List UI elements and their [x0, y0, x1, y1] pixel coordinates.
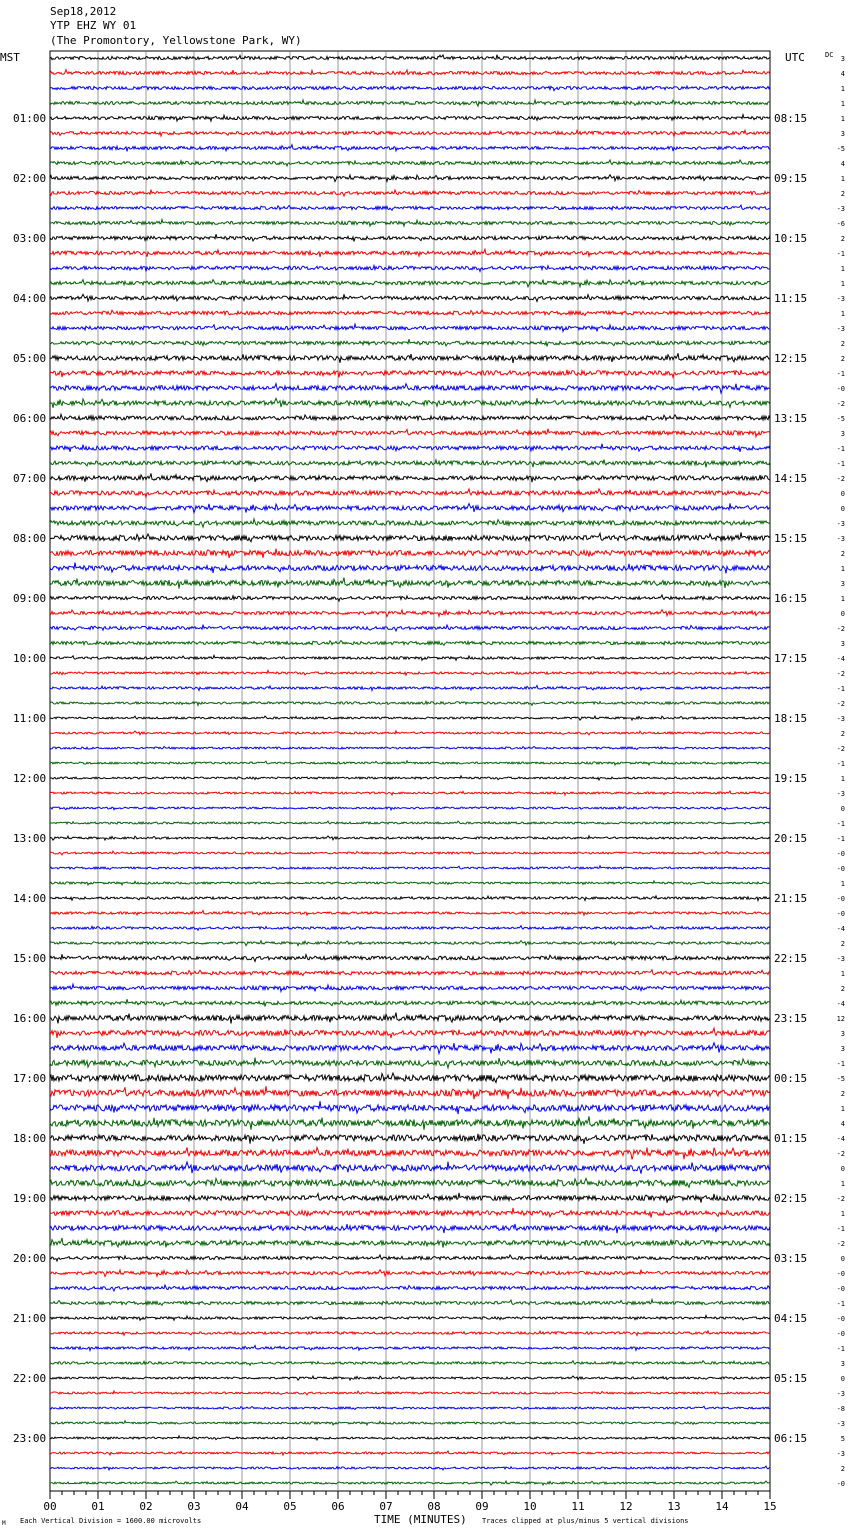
- dc-offset-value: -1: [836, 445, 845, 453]
- dc-offset-value: -3: [836, 295, 845, 303]
- right-hour-label: 15:15: [774, 532, 808, 545]
- xaxis-tick-label: 01: [91, 1500, 105, 1513]
- dc-offset-value: -4: [836, 925, 845, 933]
- right-hour-label: 21:15: [774, 892, 808, 905]
- left-hour-label: 08:00: [13, 532, 47, 545]
- right-hour-label: 09:15: [774, 172, 808, 185]
- dc-offset-value: -2: [836, 400, 845, 408]
- dc-offset-value: -1: [836, 835, 845, 843]
- xaxis-tick-label: 05: [283, 1500, 297, 1513]
- dc-offset-value: 3: [840, 580, 845, 588]
- station-location: (The Promontory, Yellowstone Park, WY): [50, 34, 302, 47]
- dc-offset-value: 4: [840, 160, 845, 168]
- dc-offset-value: -3: [836, 955, 845, 963]
- dc-offset-value: -0: [836, 1480, 845, 1488]
- right-hour-label: 18:15: [774, 712, 808, 725]
- right-hour-label: 05:15: [774, 1372, 808, 1385]
- left-hour-label: 22:00: [13, 1372, 47, 1385]
- left-hour-label: 17:00: [13, 1072, 47, 1085]
- dc-offset-value: -3: [836, 205, 845, 213]
- xaxis-tick-label: 03: [187, 1500, 201, 1513]
- right-hour-label: 16:15: [774, 592, 808, 605]
- dc-offset-value: -0: [836, 385, 845, 393]
- xaxis-tick-label: 09: [475, 1500, 489, 1513]
- dc-offset-value: -3: [836, 535, 845, 543]
- right-timezone-label: UTC: [785, 51, 805, 64]
- dc-offset-value: 1: [840, 265, 845, 273]
- dc-offset-value: -1: [836, 1225, 845, 1233]
- dc-offset-value: 3: [840, 130, 845, 138]
- left-hour-label: 16:00: [13, 1012, 47, 1025]
- left-hour-label: 06:00: [13, 412, 47, 425]
- xaxis-tick-label: 04: [235, 1500, 249, 1513]
- dc-offset-value: 1: [840, 1210, 845, 1218]
- left-hour-label: 02:00: [13, 172, 47, 185]
- dc-offset-value: 2: [840, 940, 845, 948]
- right-hour-label: 10:15: [774, 232, 808, 245]
- xaxis-tick-label: 14: [715, 1500, 729, 1513]
- left-hour-label: 12:00: [13, 772, 47, 785]
- dc-offset-value: 12: [836, 1015, 845, 1023]
- dc-offset-value: -0: [836, 910, 845, 918]
- dc-offset-value: 1: [840, 100, 845, 108]
- left-hour-label: 03:00: [13, 232, 47, 245]
- dc-offset-value: 1: [840, 115, 845, 123]
- right-hour-label: 00:15: [774, 1072, 808, 1085]
- clip-note: Traces clipped at plus/minus 5 vertical divisions: [482, 1517, 689, 1525]
- scale-note: Each Vertical Division = 1600.00 microvolts: [20, 1517, 202, 1525]
- dc-offset-value: -0: [836, 1330, 845, 1338]
- dc-offset-value: -1: [836, 460, 845, 468]
- dc-offset-value: -3: [836, 790, 845, 798]
- dc-offset-value: -3: [836, 1390, 845, 1398]
- dc-offset-value: -1: [836, 250, 845, 258]
- xaxis-tick-label: 10: [523, 1500, 537, 1513]
- time-axis: [43, 1491, 776, 1513]
- dc-offset-value: -2: [836, 1240, 845, 1248]
- left-hour-label: 07:00: [13, 472, 47, 485]
- dc-offset-value: 3: [840, 1045, 845, 1053]
- xaxis-title: TIME (MINUTES): [374, 1513, 467, 1526]
- dc-offset-value: 2: [840, 355, 845, 363]
- dc-offset-value: 3: [840, 1030, 845, 1038]
- dc-offset-value: -5: [836, 145, 845, 153]
- left-hour-label: 13:00: [13, 832, 47, 845]
- xaxis-tick-label: 08: [427, 1500, 441, 1513]
- xaxis-tick-label: 02: [139, 1500, 153, 1513]
- left-hour-label: 05:00: [13, 352, 47, 365]
- dc-offset-value: -1: [836, 1345, 845, 1353]
- right-hour-label: 22:15: [774, 952, 808, 965]
- dc-offset-value: -2: [836, 700, 845, 708]
- dc-offset-value: -5: [836, 415, 845, 423]
- dc-offset-value: -2: [836, 745, 845, 753]
- dc-offset-value: -4: [836, 1135, 845, 1143]
- right-hour-label: 01:15: [774, 1132, 808, 1145]
- xaxis-tick-label: 11: [571, 1500, 585, 1513]
- xaxis-tick-label: 12: [619, 1500, 633, 1513]
- left-hour-label: 21:00: [13, 1312, 47, 1325]
- dc-offset-value: -4: [836, 1000, 845, 1008]
- dc-offset-value: -2: [836, 1150, 845, 1158]
- right-hour-label: 14:15: [774, 472, 808, 485]
- dc-offset-value: -0: [836, 850, 845, 858]
- dc-offset-value: 1: [840, 1105, 845, 1113]
- left-hour-label: 19:00: [13, 1192, 47, 1205]
- dc-offset-value: -3: [836, 520, 845, 528]
- right-hour-label: 06:15: [774, 1432, 808, 1445]
- left-hour-label: 04:00: [13, 292, 47, 305]
- dc-offset-value: 1: [840, 85, 845, 93]
- dc-offset-value: -3: [836, 715, 845, 723]
- dc-offset-value: -4: [836, 655, 845, 663]
- dc-offset-value: 1: [840, 970, 845, 978]
- right-hour-label: 20:15: [774, 832, 808, 845]
- dc-offset-value: -3: [836, 325, 845, 333]
- dc-offset-value: -0: [836, 895, 845, 903]
- dc-offset-value: -0: [836, 1315, 845, 1323]
- dc-offset-value: -1: [836, 1060, 845, 1068]
- dc-offset-value: -1: [836, 370, 845, 378]
- left-hour-label: 18:00: [13, 1132, 47, 1145]
- dc-offset-value: 2: [840, 1090, 845, 1098]
- dc-offset-value: 3: [840, 55, 845, 63]
- dc-offset-value: -3: [836, 1450, 845, 1458]
- dc-offset-value: 2: [840, 985, 845, 993]
- dc-offset-value: -1: [836, 1300, 845, 1308]
- dc-offset-value: -3: [836, 1420, 845, 1428]
- dc-offset-value: 0: [840, 1165, 845, 1173]
- right-hour-label: 03:15: [774, 1252, 808, 1265]
- left-hour-label: 01:00: [13, 112, 47, 125]
- dc-offset-value: 0: [840, 490, 845, 498]
- left-hour-label: 10:00: [13, 652, 47, 665]
- left-hour-label: 11:00: [13, 712, 47, 725]
- xaxis-tick-label: 06: [331, 1500, 345, 1513]
- dc-offset-value: 1: [840, 775, 845, 783]
- dc-offset-value: -1: [836, 760, 845, 768]
- right-hour-label: 17:15: [774, 652, 808, 665]
- dc-offset-value: 4: [840, 70, 845, 78]
- xaxis-tick-label: 00: [43, 1500, 57, 1513]
- dc-offset-value: 1: [840, 280, 845, 288]
- right-hour-label: 12:15: [774, 352, 808, 365]
- xaxis-tick-label: 07: [379, 1500, 393, 1513]
- dc-offset-value: -0: [836, 1285, 845, 1293]
- dc-offset-value: 0: [840, 610, 845, 618]
- dc-offset-value: -0: [836, 865, 845, 873]
- left-hour-label: 15:00: [13, 952, 47, 965]
- dc-offset-value: 2: [840, 550, 845, 558]
- right-hour-label: 11:15: [774, 292, 808, 305]
- dc-offset-value: -0: [836, 1270, 845, 1278]
- dc-offset-value: 0: [840, 505, 845, 513]
- dc-offset-value: -1: [836, 820, 845, 828]
- dc-offset-value: 4: [840, 1120, 845, 1128]
- dc-offset-value: 1: [840, 565, 845, 573]
- dc-offset-value: 1: [840, 175, 845, 183]
- dc-offset-value: 2: [840, 1465, 845, 1473]
- dc-offset-value: 1: [840, 880, 845, 888]
- left-hour-label: 09:00: [13, 592, 47, 605]
- dc-offset-value: 3: [840, 640, 845, 648]
- right-hour-label: 08:15: [774, 112, 808, 125]
- station-id: YTP EHZ WY 01: [50, 19, 137, 32]
- right-hour-label: 23:15: [774, 1012, 808, 1025]
- dc-offset-value: 5: [840, 1435, 845, 1443]
- dc-offset-value: 1: [840, 310, 845, 318]
- dc-offset-value: 3: [840, 430, 845, 438]
- dc-offset-value: -8: [836, 1405, 845, 1413]
- dc-offset-value: 1: [840, 1180, 845, 1188]
- dc-offset-value: -2: [836, 1195, 845, 1203]
- dc-offset-value: 1: [840, 595, 845, 603]
- dc-offset-value: 3: [840, 1360, 845, 1368]
- dc-offset-value: 2: [840, 730, 845, 738]
- xaxis-tick-label: 15: [763, 1500, 777, 1513]
- corner-mark: M: [2, 1520, 6, 1527]
- dc-offset-value: 2: [840, 190, 845, 198]
- dc-offset-value: -2: [836, 625, 845, 633]
- plot-date: Sep18,2012: [50, 5, 117, 18]
- left-hour-label: 20:00: [13, 1252, 47, 1265]
- dc-offset-value: 0: [840, 1255, 845, 1263]
- dc-offset-value: -5: [836, 1075, 845, 1083]
- left-timezone-label: MST: [0, 51, 20, 64]
- right-hour-label: 02:15: [774, 1192, 808, 1205]
- dc-offset-value: 2: [840, 235, 845, 243]
- dc-offset-value: -2: [836, 670, 845, 678]
- left-hour-label: 23:00: [13, 1432, 47, 1445]
- right-hour-label: 04:15: [774, 1312, 808, 1325]
- dc-offset-value: 2: [840, 340, 845, 348]
- right-hour-label: 19:15: [774, 772, 808, 785]
- dc-offset-value: -1: [836, 685, 845, 693]
- left-hour-label: 14:00: [13, 892, 47, 905]
- dc-offset-value: 0: [840, 1375, 845, 1383]
- dc-label: DC: [825, 51, 834, 59]
- dc-offset-value: -2: [836, 475, 845, 483]
- right-hour-label: 13:15: [774, 412, 808, 425]
- dc-offset-value: -6: [836, 220, 845, 228]
- dc-offset-value: 0: [840, 805, 845, 813]
- xaxis-tick-label: 13: [667, 1500, 681, 1513]
